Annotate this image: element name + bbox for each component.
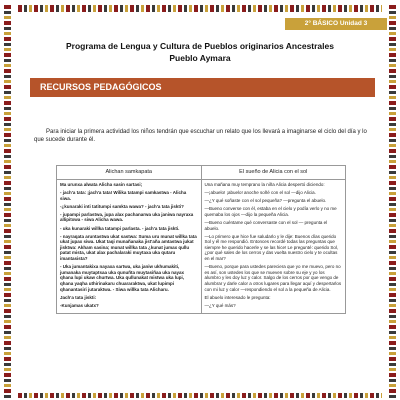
aymara-column <box>57 180 202 314</box>
spanish-line: —Bueno converse con él, estaba en el cielo y podía verlo y no me quemaba los ojos —dijo la pequeña Alicia. <box>204 206 337 217</box>
decorative-border-left <box>4 5 11 400</box>
aymara-line: - jach'a tata: ¡jach'a tata! Wilika tatampi samkastwa - Alicha siwa. <box>60 190 187 201</box>
story-table <box>56 165 346 314</box>
aymara-line: - uka kunaraki willka tatampi parlasta. - jach'a tata jiskti. <box>60 225 180 231</box>
aymara-line: - nayraqata aruntastwa ukat sastwa: Suma uru munat willka tata ukat jupax siwa. Ukat taqi munañanaka jist'aña amtastwa jukat jisktwa: Akham sasina; munat willka tata ¿kunat jumax qullu patat mista, ukat alax pachalaraki muytaxa uka qutaru imantasista? <box>60 233 197 262</box>
intro-paragraph: Para iniciar la primera actividad los niños tendrán que escuchar un relato que los llevará a imaginarse el ciclo del día y lo que sucede durante él. <box>34 129 367 144</box>
table-row <box>57 180 346 314</box>
people-title: Pueblo Aymara <box>169 53 231 63</box>
program-title: Programa de Lengua y Cultura de Pueblos originarios Ancestrales <box>66 41 334 51</box>
header-aymara: Alichan samkapata <box>57 166 202 180</box>
spanish-line: —¿Y qué más? <box>204 302 236 308</box>
spanish-line: —Bueno, porque para ustedes pareciera que yo me muevo, pero no es así, son ustedes los que se mueven sobre su eje y yo los alumbro y les doy luz y calor. Salgo de los cerros por que vengo de alumbrar y darle calor a otros lugares para llegar aquí y despertarlos con mi luz y calor —respondiendo el sol a la pequeña de Alicia. <box>204 264 342 292</box>
spanish-line: —¡abuelo! ¡abuelo! anoche soñé con el sol —dijo Alicia. <box>204 190 316 196</box>
decorative-border-bottom <box>18 393 382 398</box>
aymara-line: -¿kunaraki inti tatitumpi samkta wawa? - jach'a tata jiskti? <box>60 203 184 209</box>
spanish-line: —¿Y qué soñaste con el sol pequeña? —pregunta el abuelo. <box>204 198 327 204</box>
spanish-column <box>201 180 346 314</box>
aymara-line: -Kunjamas ukatx? <box>60 302 99 308</box>
aymara-line: - jupampi parlastwa, jupa alax pachanarwa uka janiwa nayraxa allipitxwa - siwa Alicha wawa. <box>60 211 194 223</box>
decorative-border-right <box>389 5 396 400</box>
aymara-line: - Uka jumantakixa nayaxa sartwa, uka janiw ukhumakiti, jumanaka muytaptsaa uka qunuñta muytasiñaa uka nayax qhana lupi ukaw churtwa. Uka qullunakat mistwa uka lupi, qhana yaqha uthirinakaru chuararaktwa, ukat lupimpi qhanantasiri jutaraktwa. - Siwa willka tata Alicharu. <box>60 264 185 292</box>
aymara-line: Jach'a tata jiskti: <box>60 294 97 300</box>
section-title: RECURSOS PEDAGÓGICOS <box>30 78 375 97</box>
decorative-border-top <box>18 5 382 12</box>
header-spanish: El sueño de Alicia con el sol <box>201 166 346 180</box>
aymara-line: Ma urunxa alwata Alicha sasin sartasi; <box>60 182 143 187</box>
spanish-line: Una mañana muy temprano la niña Alicia despertó diciendo: <box>204 182 325 187</box>
grade-label: 2° BÁSICO Unidad 3 <box>285 18 387 30</box>
spanish-line: El abuelo interesado le pregunta: <box>204 294 271 300</box>
spanish-line: —Bueno cuéntame qué conversaste con el sol — pregunta el abuelo. <box>204 219 328 231</box>
spanish-line: —Lo primero que hice fue saludarlo y le dije: Buenos días querido Sol y él me respondió. Entonces recordé todas las preguntas que siempre he querido hacerle y se las hice! Le pregunté: querido Sol, ¿por qué sales de los cerros y das vuelta nuestro cielo y te ocultas en el mar? <box>204 233 339 262</box>
table-header-row <box>57 166 346 180</box>
